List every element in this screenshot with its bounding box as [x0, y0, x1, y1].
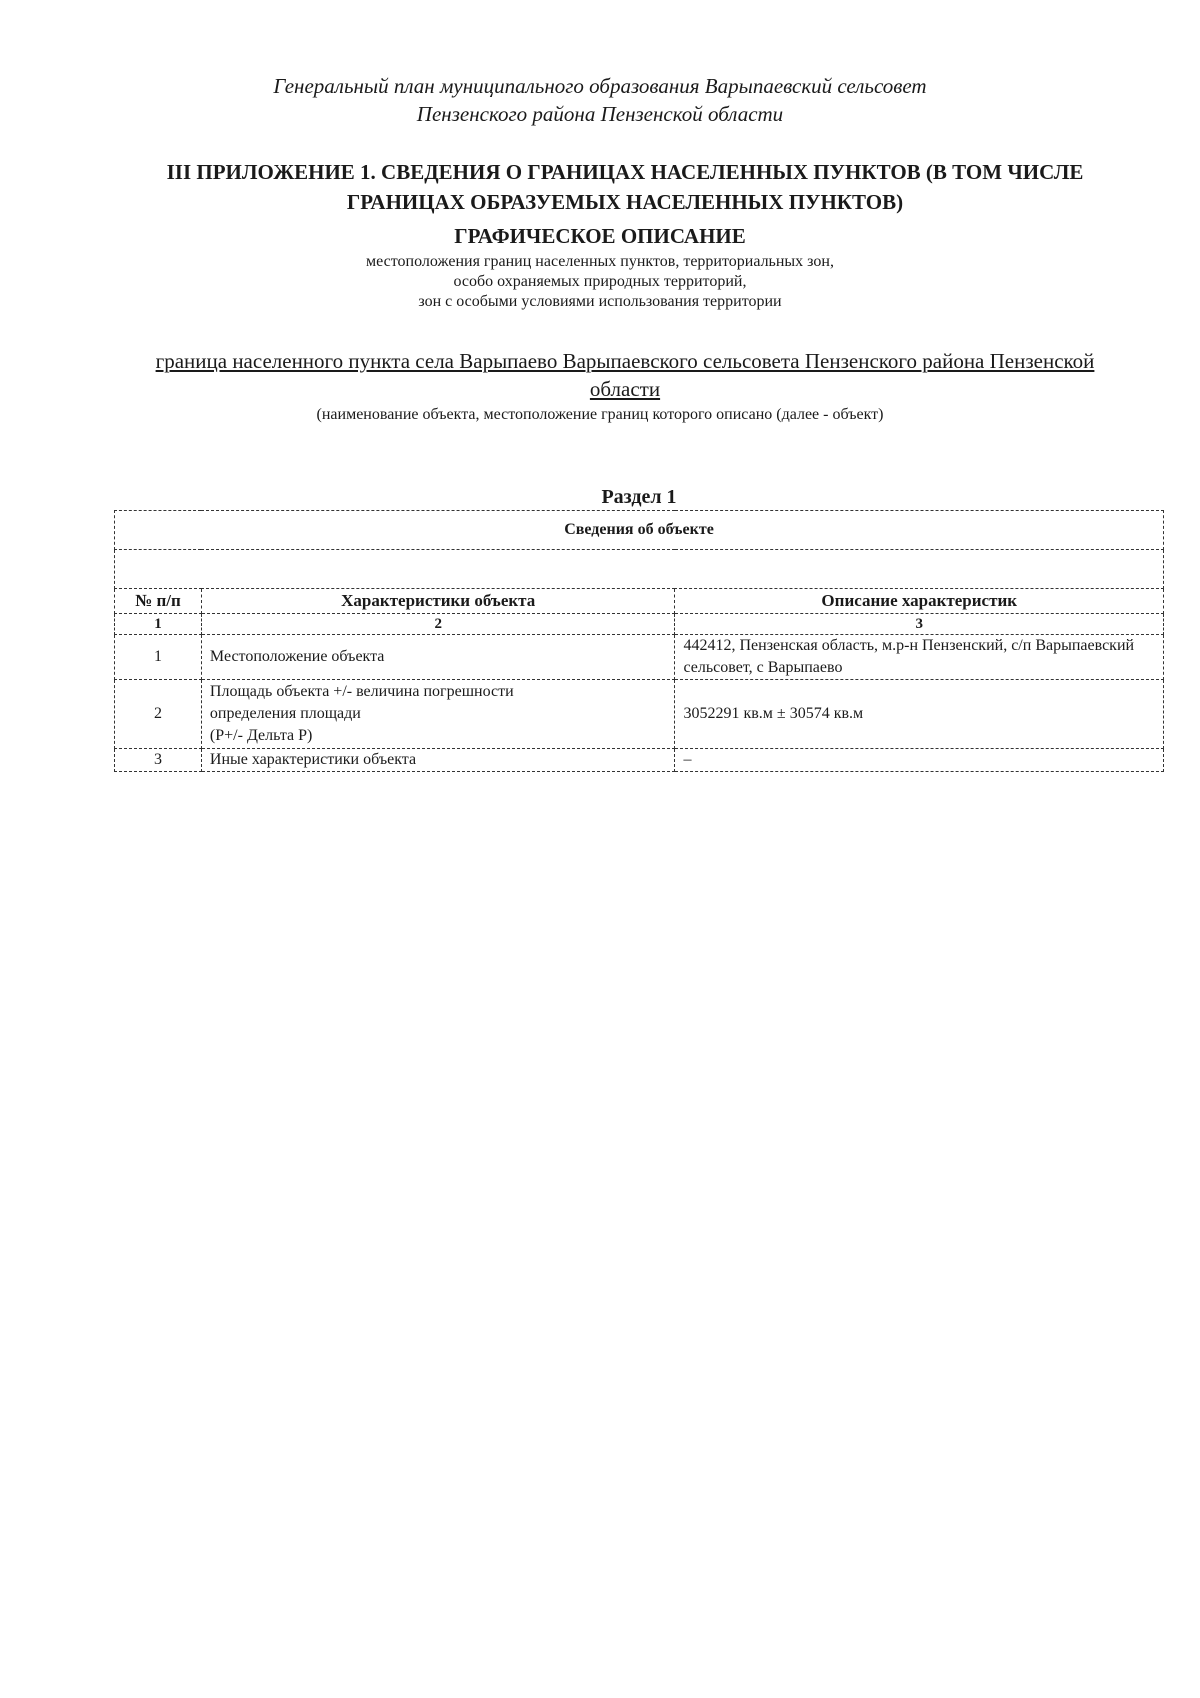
row-number-cell: 2 [115, 680, 202, 749]
description-cell: 3052291 кв.м ± 30574 кв.м [675, 680, 1164, 749]
column-number-cell: 3 [675, 614, 1164, 635]
description-cell: – [675, 749, 1164, 772]
table-row [115, 635, 1164, 680]
appendix-title: III ПРИЛОЖЕНИЕ 1. СВЕДЕНИЯ О ГРАНИЦАХ НАСЕЛЕННЫХ ПУНКТОВ (В ТОМ ЧИСЛЕ ГРАНИЦАХ ОБРАЗУЕМЫХ НАСЕЛЕННЫХ ПУНКТОВ) [166, 160, 1084, 214]
characteristic-cell: Площадь объекта +/- величина погрешности определения площади (P+/- Дельта P) [201, 680, 675, 749]
header-line-1: Генеральный план муниципального образования Варыпаевский сельсовет [273, 74, 927, 98]
row-number-cell: 1 [115, 635, 202, 680]
table-caption-row [115, 511, 1164, 550]
table-caption: Сведения об объекте [115, 511, 1164, 550]
table-empty-cell [115, 550, 1164, 589]
object-caption: (наименование объекта, местоположение границ которого описано (далее - объект) [316, 406, 884, 423]
row-number-cell: 3 [115, 749, 202, 772]
header-line-2: Пензенского района Пензенской области [416, 102, 784, 126]
column-number-row [115, 614, 1164, 635]
description-cell: 442412, Пензенская область, м.р-н Пензенский, с/п Варыпаевский сельсовет, с Варыпаево [675, 635, 1164, 680]
table-empty-row [115, 550, 1164, 589]
table-row [115, 680, 1164, 749]
object-name: граница населенного пункта села Варыпаево Варыпаевского сельсовета Пензенского района Пензенской области [155, 349, 1095, 401]
characteristic-cell: Местоположение объекта [201, 635, 675, 680]
graphic-sub-line-3: зон с особыми условиями использования территории [418, 293, 782, 310]
characteristic-cell: Иные характеристики объекта [201, 749, 675, 772]
column-number-cell: 2 [201, 614, 675, 635]
graphic-description-title: ГРАФИЧЕСКОЕ ОПИСАНИЕ [454, 224, 746, 248]
table-row [115, 749, 1164, 772]
graphic-sub-line-2: особо охраняемых природных территорий, [453, 273, 747, 290]
graphic-sub-line-1: местоположения границ населенных пунктов, территориальных зон, [366, 253, 834, 270]
header-cell-characteristic: Характеристики объекта [201, 589, 675, 614]
section-title: Раздел 1 [601, 486, 677, 508]
header-cell-number: № п/п [115, 589, 202, 614]
graphic-description-subtitle [0, 252, 1200, 312]
table-header-row [115, 589, 1164, 614]
column-number-cell: 1 [115, 614, 202, 635]
header-cell-description: Описание характеристик [675, 589, 1164, 614]
object-info-table [114, 510, 1164, 772]
document-header [0, 72, 1200, 128]
